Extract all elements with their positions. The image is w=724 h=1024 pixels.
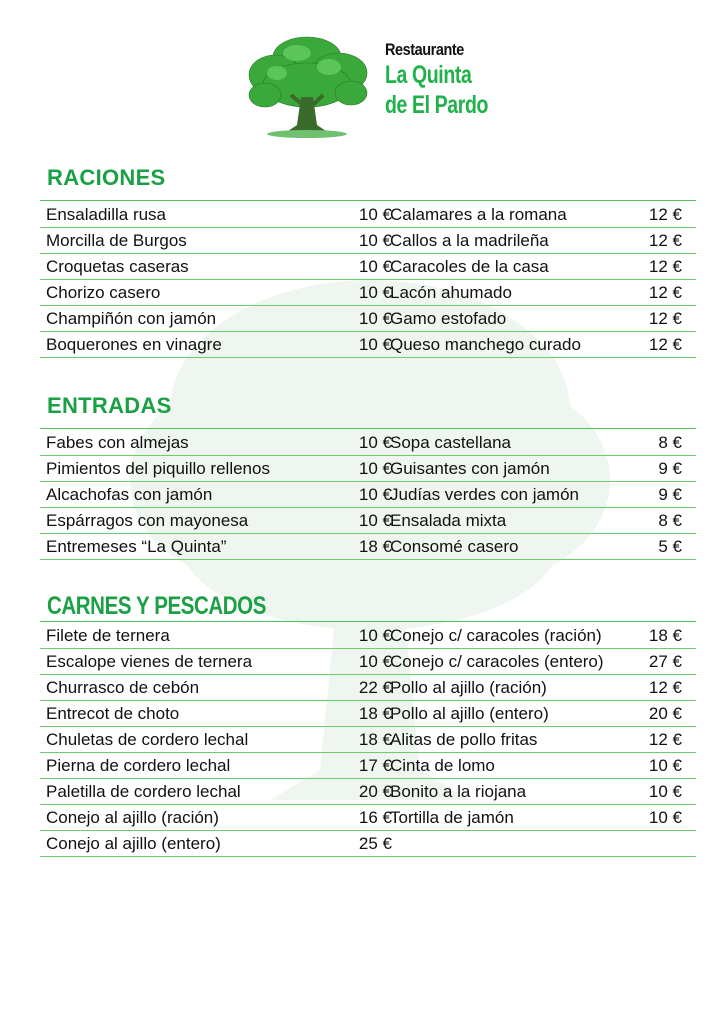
dish-price: 10 € [648,808,682,827]
dish-name: Conejo c/ caracoles (ración) [390,626,602,645]
row-divider [40,559,696,560]
dish-price: 10 € [358,485,392,504]
dish-price: 9 € [658,459,682,478]
menu-row [40,623,696,649]
dish-name: Cinta de lomo [390,756,495,775]
dish-name: Boquerones en vinagre [46,335,222,354]
dish-price: 27 € [648,652,682,671]
brand-subtitle: Restaurante [385,40,464,59]
dish-name: Pollo al ajillo (ración) [390,678,547,697]
dish-name: Guisantes con jamón [390,459,550,478]
dish-name: Calamares a la romana [390,205,567,224]
dish-price: 8 € [658,433,682,452]
dish-price: 8 € [658,511,682,530]
dish-price: 12 € [648,257,682,276]
section-divider [40,200,696,201]
dish-name: Entremeses “La Quinta” [46,537,227,556]
menu-row [40,202,696,228]
dish-price: 10 € [358,231,392,250]
menu-row [40,649,696,675]
dish-name: Churrasco de cebón [46,678,200,697]
section-title-carnes-pescados: CARNES Y PESCADOS [47,592,266,620]
dish-price: 18 € [358,730,392,749]
section-title-raciones: RACIONES [47,165,166,190]
restaurant-brand [385,40,517,120]
dish-name: Callos a la madrileña [390,231,549,250]
dish-price: 10 € [358,511,392,530]
menu-row [40,727,696,753]
dish-name: Ensalada mixta [390,511,507,530]
dish-price: 18 € [648,626,682,645]
dish-price: 22 € [358,678,392,697]
dish-name: Conejo al ajillo (ración) [46,808,219,827]
dish-price: 10 € [648,756,682,775]
menu-row [40,805,696,831]
menu-row [40,306,696,332]
menu-row [40,456,696,482]
dish-price: 18 € [358,704,392,723]
row-divider [40,357,696,358]
dish-price: 10 € [358,459,392,478]
dish-price: 20 € [358,782,392,801]
dish-name: Paletilla de cordero lechal [46,782,241,801]
dish-name: Ensaladilla rusa [46,205,167,224]
dish-name: Morcilla de Burgos [46,231,187,250]
menu-row [40,831,696,857]
dish-price: 10 € [358,626,392,645]
dish-price: 12 € [648,205,682,224]
menu-row [40,280,696,306]
section-divider [40,621,696,622]
dish-price: 12 € [648,309,682,328]
menu-row [40,675,696,701]
dish-price: 5 € [658,537,682,556]
dish-name: Lacón ahumado [390,283,512,302]
dish-name: Bonito a la riojana [390,782,527,801]
dish-price: 10 € [648,782,682,801]
section-divider [40,428,696,429]
menu-row [40,228,696,254]
dish-name: Conejo c/ caracoles (entero) [390,652,604,671]
dish-price: 17 € [358,756,392,775]
dish-price: 12 € [648,231,682,250]
dish-name: Fabes con almejas [46,433,189,452]
dish-name: Chuletas de cordero lechal [46,730,249,749]
dish-name: Entrecot de choto [46,704,180,723]
menu-table-entradas [40,430,696,560]
dish-name: Gamo estofado [390,309,507,328]
menu-row [40,753,696,779]
menu-row [40,332,696,358]
dish-name: Consomé casero [390,537,519,556]
dish-name: Filete de ternera [46,626,170,645]
menu-row [40,508,696,534]
dish-price: 10 € [358,283,392,302]
dish-price: 25 € [358,834,392,853]
dish-name: Croquetas caseras [46,257,189,276]
dish-name: Escalope vienes de ternera [46,652,253,671]
dish-name: Champiñón con jamón [46,309,217,328]
menu-row [40,701,696,727]
dish-price: 10 € [358,652,392,671]
menu-row [40,482,696,508]
oak-tree-icon [247,33,369,139]
dish-name: Conejo al ajillo (entero) [46,834,221,853]
dish-name: Queso manchego curado [390,335,581,354]
dish-name: Sopa castellana [390,433,511,452]
dish-price: 12 € [648,730,682,749]
dish-name: Tortilla de jamón [390,808,514,827]
menu-row [40,779,696,805]
brand-name-line2: de El Pardo [385,91,488,119]
dish-price: 12 € [648,678,682,697]
dish-price: 10 € [358,257,392,276]
dish-name: Pollo al ajillo (entero) [390,704,549,723]
dish-price: 10 € [358,205,392,224]
dish-name: Alcachofas con jamón [46,485,213,504]
dish-price: 10 € [358,309,392,328]
dish-name: Pierna de cordero lechal [46,756,231,775]
dish-price: 10 € [358,335,392,354]
section-title-entradas: ENTRADAS [47,393,172,418]
menu-table-carnes-pescados [40,623,696,857]
dish-name: Espárragos con mayonesa [46,511,249,530]
row-divider [40,856,696,857]
dish-name: Judías verdes con jamón [390,485,579,504]
dish-price: 18 € [358,537,392,556]
dish-name: Alitas de pollo fritas [390,730,538,749]
dish-name: Pimientos del piquillo rellenos [46,459,270,478]
dish-price: 12 € [648,335,682,354]
dish-price: 10 € [358,433,392,452]
dish-price: 12 € [648,283,682,302]
dish-name: Caracoles de la casa [390,257,549,276]
menu-table-raciones [40,202,696,358]
dish-price: 20 € [648,704,682,723]
menu-row [40,254,696,280]
menu-row [40,430,696,456]
brand-name-line1: La Quinta [385,61,472,89]
dish-price: 16 € [358,808,392,827]
dish-name: Chorizo casero [46,283,161,302]
dish-price: 9 € [658,485,682,504]
menu-row [40,534,696,560]
